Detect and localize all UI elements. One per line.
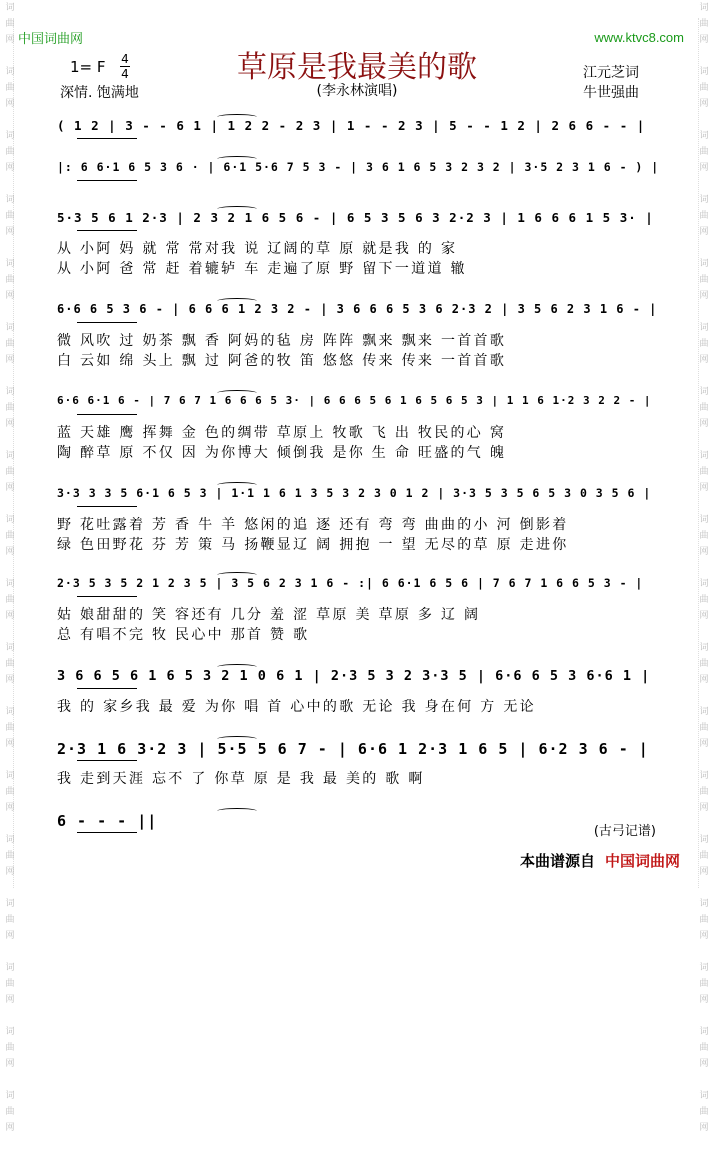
- site-url-right[interactable]: www.ktvc8.com: [594, 30, 684, 45]
- beam-line: [77, 322, 137, 323]
- slur-mark: [217, 114, 257, 120]
- notation-line: |: 6 6·1 6 5 3 6 · | 6·1 5·6 7 5 3 - | 3 6 1 6 5 3 2 3 2 | 3·5 2 3 1 6 - ) |: [57, 160, 660, 174]
- beam-line: [77, 180, 137, 181]
- key-signature: 1= F: [70, 58, 106, 76]
- song-performer: (李永林演唱): [316, 83, 398, 99]
- source-label: 本曲谱源自: [519, 852, 595, 870]
- slur-mark: [217, 298, 257, 304]
- source-line: [520, 850, 680, 871]
- notation-line: 6 - - - ||: [57, 812, 158, 830]
- beam-line: [77, 596, 137, 597]
- site-name-left[interactable]: 中国词曲网: [18, 32, 84, 47]
- slur-mark: [217, 808, 257, 814]
- lyric-verse-1: 我 的 家乡我 最 爱 为你 唱 首 心中的歌 无论 我 身在何 方 无论: [57, 699, 536, 715]
- lyric-verse-1: 我 走到天涯 忘不 了 你草 原 是 我 最 美的 歌 啊: [57, 771, 425, 787]
- lyric-verse-1: 微 风吹 过 奶茶 飘 香 阿妈的毡 房 阵阵 飘来 飘来 一首首歌: [57, 333, 507, 349]
- slur-mark: [217, 664, 257, 670]
- slur-mark: [217, 572, 257, 578]
- notation-line: ( 1 2 | 3 - - 6 1 | 1 2 2 - 2 3 | 1 - - 2 3 | 5 - - 1 2 | 2 6 6 - - |: [57, 118, 646, 133]
- source-site[interactable]: 中国词曲网: [604, 852, 680, 870]
- slur-mark: [217, 736, 257, 742]
- lyric-verse-1: 蓝 天雄 鹰 挥舞 金 色的绸带 草原上 牧歌 飞 出 牧民的心 窝: [57, 425, 507, 441]
- notation-line: 6·6 6·1 6 - | 7 6 7 1 6 6 6 5 3· | 6 6 6 5 6 1 6 5 6 5 3 | 1 1 6 1·2 3 2 2 - |: [57, 394, 652, 407]
- lyric-verse-2: 从 小阿 爸 常 赶 着辘轳 车 走遍了原 野 留下一道道 辙: [57, 261, 467, 277]
- lyric-verse-2: 陶 醉草 原 不仅 因 为你博大 倾倒我 是你 生 命 旺盛的气 魄: [57, 445, 507, 461]
- lyric-verse-2: 白 云如 绵 头上 飘 过 阿爸的牧 笛 悠悠 传来 传来 一首首歌: [57, 353, 507, 369]
- slur-mark: [217, 390, 257, 396]
- beam-line: [77, 138, 137, 139]
- composer: 牛世强曲: [583, 85, 639, 101]
- time-signature: [120, 53, 130, 80]
- slur-mark: [217, 206, 257, 212]
- notation-line: 5·3 5 6 1 2·3 | 2 3 2 1 6 5 6 - | 6 5 3 5 6 3 2·2 3 | 1 6 6 6 1 5 3· |: [57, 210, 654, 225]
- beam-line: [77, 230, 137, 231]
- lyric-verse-1: 姑 娘甜甜的 笑 容还有 几分 羞 涩 草原 美 草原 多 辽 阔: [57, 607, 481, 623]
- lyric-verse-2: 总 有唱不完 牧 民心中 那首 赞 歌: [57, 627, 310, 643]
- slur-mark: [217, 482, 257, 488]
- transcriber-credit: (古弓记谱): [593, 824, 656, 839]
- slur-mark: [217, 156, 257, 162]
- watermark-right: 词 曲 网 词 曲 网 词 曲 网 词 曲 网 词 曲 网 词 曲 网 词 曲 网 词 曲 网 词 曲 网 词 曲 网 词 曲 网 词 曲 网 词 曲 网 词 曲 网 词 曲 网 词 曲 网 词 曲 网 词 曲 网: [699, 3, 709, 1133]
- beam-line: [77, 760, 137, 761]
- notation-line: 2·3 5 3 5 2 1 2 3 5 | 3 5 6 2 3 1 6 - :| 6 6·1 6 5 6 | 7 6 7 1 6 6 5 3 - |: [57, 576, 644, 590]
- tempo-marking: 深情. 饱满地: [60, 85, 139, 101]
- lyricist: 江元芝词: [583, 65, 639, 81]
- notation-line: 3 6 6 5 6 1 6 5 3 2 1 0 6 1 | 2·3 5 3 2 3·3 5 | 6·6 6 5 3 6·6 1 |: [57, 668, 651, 684]
- lyric-verse-2: 绿 色田野花 芬 芳 策 马 扬鞭显辽 阔 拥抱 一 望 无尽的草 原 走进你: [57, 537, 569, 553]
- beam-line: [77, 832, 137, 833]
- beam-line: [77, 506, 137, 507]
- notation-line: 3·3 3 3 5 6·1 6 5 3 | 1·1 1 6 1 3 5 3 2 3 0 1 2 | 3·3 5 3 5 6 5 3 0 3 5 6 |: [57, 486, 652, 500]
- notation-line: 6·6 6 5 3 6 - | 6 6 6 1 2 3 2 - | 3 6 6 6 5 3 6 2·3 2 | 3 5 6 2 3 1 6 - |: [57, 302, 658, 316]
- song-title: 草原是我最美的歌: [237, 50, 477, 85]
- meter-top: 4: [121, 52, 129, 66]
- lyric-verse-1: 从 小阿 妈 就 常 常对我 说 辽阔的草 原 就是我 的 家: [57, 241, 458, 257]
- meter-bottom: 4: [121, 67, 129, 81]
- notation-line: 2·3 1 6 3·2 3 | 5·5 5 6 7 - | 6·6 1 2·3 1 6 5 | 6·2 3 6 - |: [57, 740, 649, 758]
- beam-line: [77, 414, 137, 415]
- lyric-verse-1: 野 花吐露着 芳 香 牛 羊 悠闲的追 逐 还有 弯 弯 曲曲的小 河 倒影着: [57, 517, 569, 533]
- watermark-left: 词 曲 网 词 曲 网 词 曲 网 词 曲 网 词 曲 网 词 曲 网 词 曲 网 词 曲 网 词 曲 网 词 曲 网 词 曲 网 词 曲 网 词 曲 网 词 曲 网 词 曲 网 词 曲 网 词 曲 网 词 曲 网: [5, 3, 15, 1133]
- beam-line: [77, 688, 137, 689]
